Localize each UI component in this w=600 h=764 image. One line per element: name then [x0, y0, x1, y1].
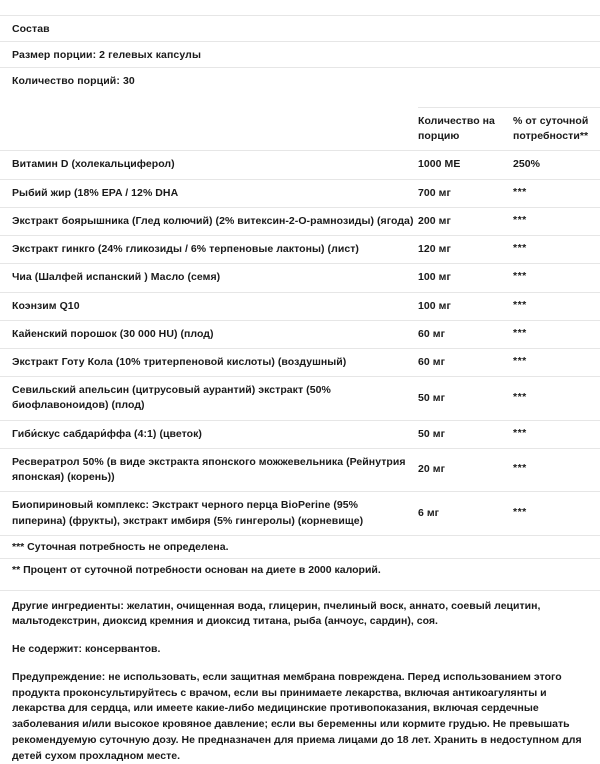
- footnote-row-percent-basis: [0, 559, 600, 581]
- ingredient-daily-value: [513, 492, 600, 535]
- daily-value-text: ***: [513, 185, 527, 198]
- nutrition-table-head: [0, 108, 600, 151]
- supplement-facts-title-label: Состав: [12, 22, 50, 35]
- ingredient-daily-value: [513, 377, 600, 420]
- ingredient-amount: 120 мг: [418, 236, 513, 264]
- daily-value-text: ***: [513, 426, 527, 439]
- footnote-gap: [0, 581, 600, 590]
- header-gap: [0, 93, 600, 107]
- daily-value-text: ***: [513, 213, 527, 226]
- ingredient-amount: 6 мг: [418, 492, 513, 535]
- ingredient-amount: 200 мг: [418, 207, 513, 235]
- ingredient-name: Экстракт боярышника (Глед колючий) (2% витексин-2-O-рамнозиды) (ягода): [0, 207, 418, 235]
- supplement-facts-title: [0, 16, 600, 41]
- table-row: [0, 377, 600, 420]
- ingredient-daily-value: [513, 236, 600, 264]
- ingredient-daily-value: [513, 264, 600, 292]
- table-row: [0, 207, 600, 235]
- ingredient-name: Витамин D (холекальциферол): [0, 151, 418, 179]
- ingredient-name: Кайенский порошок (30 000 HU) (плод): [0, 320, 418, 348]
- ingredient-daily-value: [513, 292, 600, 320]
- ingredient-daily-value: [513, 320, 600, 348]
- servings-per-container-label: Количество порций: 30: [12, 74, 135, 87]
- column-header-ingredient: [0, 108, 418, 151]
- ingredient-amount: 60 мг: [418, 320, 513, 348]
- ingredient-daily-value: [513, 151, 600, 179]
- ingredient-amount: 100 мг: [418, 264, 513, 292]
- column-header-daily-value: % от суточной потребности**: [513, 108, 600, 151]
- daily-value-text: ***: [513, 390, 527, 403]
- top-spacer: [0, 0, 600, 15]
- daily-value-text: ***: [513, 326, 527, 339]
- table-row: [0, 236, 600, 264]
- ingredient-name: Гиби́скус сабдари́ффа (4:1) (цветок): [0, 420, 418, 448]
- ingredient-name: Рыбий жир (18% EPA / 12% DHA: [0, 179, 418, 207]
- daily-value-text: ***: [513, 242, 527, 255]
- table-row: [0, 179, 600, 207]
- ingredient-daily-value: [513, 179, 600, 207]
- contains-no-text: Не содержит: консервантов.: [12, 643, 161, 656]
- table-row: [0, 448, 600, 491]
- column-header-amount-per-serving: Количество на порцию: [418, 108, 513, 151]
- ingredient-name: Биопириновый комплекс: Экстракт черного перца BioPerine (95% пиперина) (фрукты), экстракт имбиря (5% гингеролы) (корневище): [0, 492, 418, 535]
- nutrition-table: [0, 107, 600, 535]
- ingredient-name: Коэнзим Q10: [0, 292, 418, 320]
- ingredient-daily-value: [513, 448, 600, 491]
- daily-value-text: ***: [513, 270, 527, 283]
- ingredient-amount: 1000 МЕ: [418, 151, 513, 179]
- ingredient-amount: 20 мг: [418, 448, 513, 491]
- ingredient-daily-value: [513, 207, 600, 235]
- ingredient-amount: 50 мг: [418, 377, 513, 420]
- daily-value-text: ***: [513, 354, 527, 367]
- serving-size-row: [0, 42, 600, 67]
- ingredient-name: Экстракт Готу Кола (10% тритерпеновой кислоты) (воздушный): [0, 348, 418, 376]
- ingredient-amount: 700 мг: [418, 179, 513, 207]
- ingredient-name: Чиа (Шалфей испанский ) Масло (семя): [0, 264, 418, 292]
- nutrition-table-header-row: [0, 108, 600, 151]
- servings-per-container-row: [0, 68, 600, 93]
- footnote-percent-basis-text: ** Процент от суточной потребности основан на диете в 2000 калорий.: [12, 563, 381, 576]
- ingredient-daily-value: [513, 348, 600, 376]
- other-ingredients-text: Другие ингредиенты: желатин, очищенная вода, глицерин, пчелиный воск, аннато, соевый лецитин, мальтодекстрин, диоксид кремния и диоксид титана, рыба (анчоус, сардин), соя.: [12, 599, 541, 628]
- table-row: [0, 292, 600, 320]
- ingredient-amount: 60 мг: [418, 348, 513, 376]
- footnote-row-dv-not-established: [0, 536, 600, 558]
- nutrition-table-body: [0, 151, 600, 535]
- table-row: [0, 264, 600, 292]
- table-row: [0, 492, 600, 535]
- footnote-dv-not-established-text: *** Суточная потребность не определена.: [12, 540, 229, 553]
- serving-size-label: Размер порции: 2 гелевых капсулы: [12, 48, 202, 61]
- ingredient-amount: 50 мг: [418, 420, 513, 448]
- daily-value-text: ***: [513, 298, 527, 311]
- ingredient-name: Экстракт гинкго (24% гликозиды / 6% терпеновые лактоны) (лист): [0, 236, 418, 264]
- ingredient-amount: 100 мг: [418, 292, 513, 320]
- ingredient-name: Ресвератрол 50% (в виде экстракта японского можжевельника (Рейнутрия японская) (корень)): [0, 448, 418, 491]
- daily-value-text: ***: [513, 462, 527, 475]
- ingredient-daily-value: [513, 420, 600, 448]
- table-row: [0, 420, 600, 448]
- daily-value-text: 250%: [513, 158, 541, 171]
- table-row: [0, 348, 600, 376]
- daily-value-text: ***: [513, 505, 527, 518]
- bottom-text-block: [0, 591, 600, 764]
- ingredient-name: Севильский апельсин (цитрусовый аурантий) экстракт (50% биофлавоноидов) (плод): [0, 377, 418, 420]
- table-row: [0, 151, 600, 179]
- warning-text: Предупреждение: не использовать, если защитная мембрана повреждена. Перед использованием этого продукта проконсультируйтесь с врачом, если вы принимаете лекарства, включая антикоагулянты и лекарства для сердца, или имеете какие-либо медицинские противопоказания, включая сердечные заболевания и/или высокое кровяное давление; если вы беременны или кормите грудью. Не превышать рекомендуемую суточную дозу. Не предназначен для приема лицами до 18 лет. Хранить в недоступном для детей сухом прохладном месте.: [12, 670, 582, 762]
- table-row: [0, 320, 600, 348]
